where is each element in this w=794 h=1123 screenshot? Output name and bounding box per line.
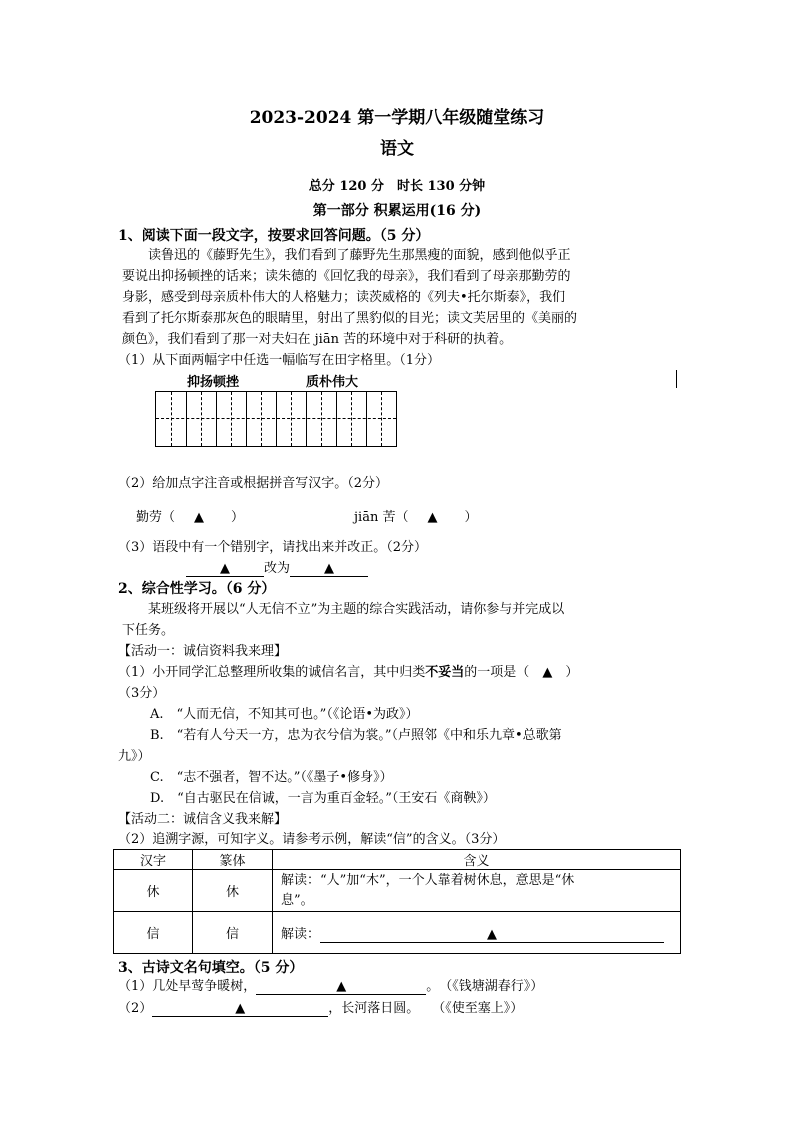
table-header-row [114,850,681,870]
poem-2-text: （2） [118,1001,153,1016]
poem-1-text: （1）几处早莺争暖树， [118,979,257,994]
passage-line: 颜色》，我们看到了那一对夫妇在 jiān 苦的环境中对于科研的执着。 [122,332,513,347]
q3-heading: 3、古诗文名句填空。（5 分） [118,960,304,976]
poem-1-blank[interactable]: ▲ [256,979,426,995]
meaning-table [113,849,681,954]
activity-two-heading: 【活动二：诚信含义我来解】 [118,812,288,827]
table-header: 汉字 [114,850,193,870]
option-c[interactable]: C. “志不强者，智不达。”（《墨子•修身》） [150,770,393,785]
triangle-marker: ▲ [427,510,438,525]
table-cell: 休 [193,870,273,912]
sub1-text-b: 的一项是（ [464,665,530,680]
passage-line: 要说出抑扬顿挫的话来；读朱德的《回忆我的母亲》，我们看到了母亲那勤劳的 [122,269,571,284]
table-header: 含义 [273,850,681,870]
q2-options [118,704,680,809]
table-cell-meaning [273,912,681,954]
word-option-b: 质朴伟大 [306,375,359,390]
option-a[interactable]: A. “人而无信，不知其可也。”（《论语•为政》） [150,707,419,722]
poem-1-source: 。 （《钱塘湖春行》） [426,979,544,994]
exam-title: 2023-2024 第一学期八年级随堂练习 [249,108,545,128]
answer-label: 解读： [281,926,321,942]
option-b[interactable]: B. “若有人兮天一方，忠为衣兮信为裳。”（卢照邻《中和乐九章•总歌第 [150,728,562,743]
table-cell: 休 [114,870,193,912]
blank-qinlao[interactable] [136,507,244,528]
q2-sub1-score: （3分） [118,686,166,701]
activity-one-heading: 【活动一：诚信资料我来理】 [118,644,288,659]
subject-title: 语文 [380,139,414,159]
word-option-a: 抑扬顿挫 [187,375,240,390]
sub1-emphasis: 不妥当 [425,665,465,680]
char-b-label: jiān 苦（ [354,510,409,525]
poem-line-1 [118,976,543,997]
poem-2-source: ，长河落日圆。 （《使至塞上》） [328,1001,524,1016]
q2-intro [122,599,682,641]
change-to-label: 改为 [264,561,291,576]
sub1-close: ） [565,665,579,680]
wrong-char-blank[interactable]: ▲ [186,561,264,577]
answer-blank[interactable]: ▲ [320,927,664,943]
poem-2-blank[interactable]: ▲ [152,1001,328,1017]
table-cell-meaning [273,870,681,912]
triangle-marker[interactable]: ▲ [542,665,553,680]
meaning-line: 解读：“人”加“木”，一个人靠着树休息，意思是“休 [281,872,575,888]
q1-sub2: （2）给加点字注音或根据拼音写汉字。（2分） [118,476,389,491]
option-d[interactable]: D. “自古驱民在信诚，一言为重百金轻。”（王安石《商鞅》） [150,791,496,806]
close-paren: ） [464,510,478,525]
table-row [114,870,681,912]
sub1-text: （1）小开同学汇总整理所收集的诚信名言，其中归类 [118,665,426,680]
q1-heading: 1、阅读下面一段文字，按要求回答问题。（5 分） [118,228,430,244]
tianzige-grid[interactable] [155,391,397,447]
q2-sub2: （2）追溯字源，可知字义。请参考示例，解读“信”的含义。（3分） [118,832,506,847]
close-paren: ） [231,510,245,525]
blank-jianku[interactable] [354,507,477,528]
q1-sub3: （3）语段中有一个错别字，请找出来并改正。（2分） [118,540,428,555]
table-row [114,912,681,954]
intro-line: 下任务。 [122,623,175,638]
passage-line: 读鲁迅的《藤野先生》，我们看到了藤野先生那黑瘦的面貌，感到他似乎正 [148,248,571,263]
passage-line: 看到了托尔斯泰那灰色的眼睛里，射出了黑豹似的目光；读文芙居里的《美丽的 [122,311,578,326]
table-cell: 信 [193,912,273,954]
option-b-cont: 九》） [118,749,151,764]
intro-line: 某班级将开展以“人无信不立”为主题的综合实践活动，请你参与并完成以 [148,602,565,617]
meaning-line: 息”。 [281,892,314,908]
table-cell: 信 [114,912,193,954]
typo-answer-line[interactable] [186,558,368,579]
part-one-heading: 第一部分 积累运用(16 分) [312,203,482,219]
q2-sub1 [118,662,578,683]
score-time: 总分 120 分 时长 130 分钟 [308,179,486,194]
table-header: 篆体 [193,850,273,870]
passage-line: 身影，感受到母亲质朴伟大的人格魅力；读茨威格的《列夫•托尔斯泰》，我们 [122,290,566,305]
correct-char-blank[interactable]: ▲ [290,561,368,577]
q2-heading: 2、综合性学习。（6 分） [118,581,276,597]
text-cursor [676,370,677,388]
poem-line-2 [118,998,523,1019]
triangle-marker: ▲ [194,510,205,525]
q1-sub1: （1）从下面两幅字中任选一幅临写在田字格里。（1分） [118,353,441,368]
q1-passage [122,245,682,350]
char-a-label: 勤劳（ [136,510,176,525]
